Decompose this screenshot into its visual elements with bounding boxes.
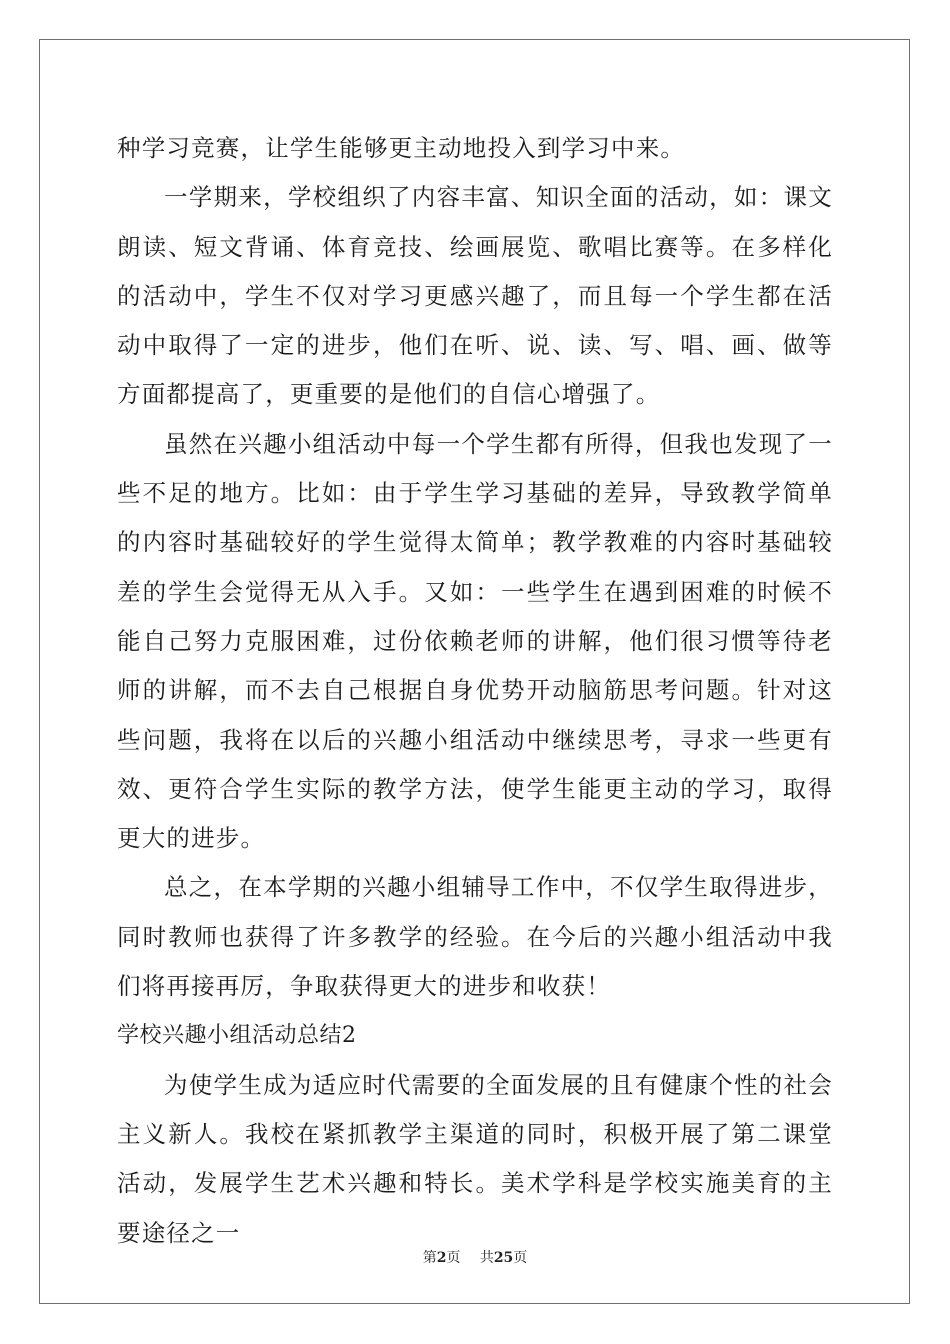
total-prefix: 共	[479, 1250, 494, 1266]
total-pages: 25	[493, 1250, 514, 1266]
page-prefix: 第	[422, 1250, 437, 1266]
paragraph-continued: 种学习竞赛，让学生能够更主动地投入到学习中来。	[117, 134, 686, 162]
total-suffix: 页	[513, 1250, 528, 1266]
paragraph-section-intro: 为使学生成为适应时代需要的全面发展的且有健康个性的社会主义新人。我校在紧抓教学主渠道的同时，积极开展了第二课堂活动，发展学生艺术兴趣和特长。美术学科是学校实施美育的主要途径之一	[117, 1070, 833, 1247]
paragraph-activities: 一学期来，学校组织了内容丰富、知识全面的活动，如：课文朗读、短文背诵、体育竞技、绘画展览、歌唱比赛等。在多样化的活动中，学生不仅对学习更感兴趣了，而且每一个学生都在活动中取得了一定的进步，他们在听、说、读、写、唱、画、做等方面都提高了，更重要的是他们的自信心增强了。	[117, 183, 833, 409]
document-body	[117, 124, 833, 1258]
section-heading: 学校兴趣小组活动总结2	[117, 1023, 357, 1049]
paragraph-conclusion: 总之，在本学期的兴趣小组辅导工作中，不仅学生取得进步，同时教师也获得了许多教学的经验。在今后的兴趣小组活动中我们将再接再厉，争取获得更大的进步和收获！	[117, 873, 833, 1001]
page-number: 2	[436, 1250, 447, 1266]
page-suffix: 页	[446, 1250, 461, 1266]
page-footer	[0, 1247, 950, 1267]
paragraph-shortcomings: 虽然在兴趣小组活动中每一个学生都有所得，但我也发现了一些不足的地方。比如：由于学生学习基础的差异，导致教学简单的内容时基础较好的学生觉得太简单；教学教难的内容时基础较差的学生会觉得无从入手。又如：一些学生在遇到困难的时候不能自己努力克服困难，过份依赖老师的讲解，他们很习惯等待老师的讲解，而不去自己根据自身优势开动脑筋思考问题。针对这些问题，我将在以后的兴趣小组活动中继续思考，寻求一些更有效、更符合学生实际的教学方法，使学生能更主动的学习，取得更大的进步。	[117, 429, 833, 853]
